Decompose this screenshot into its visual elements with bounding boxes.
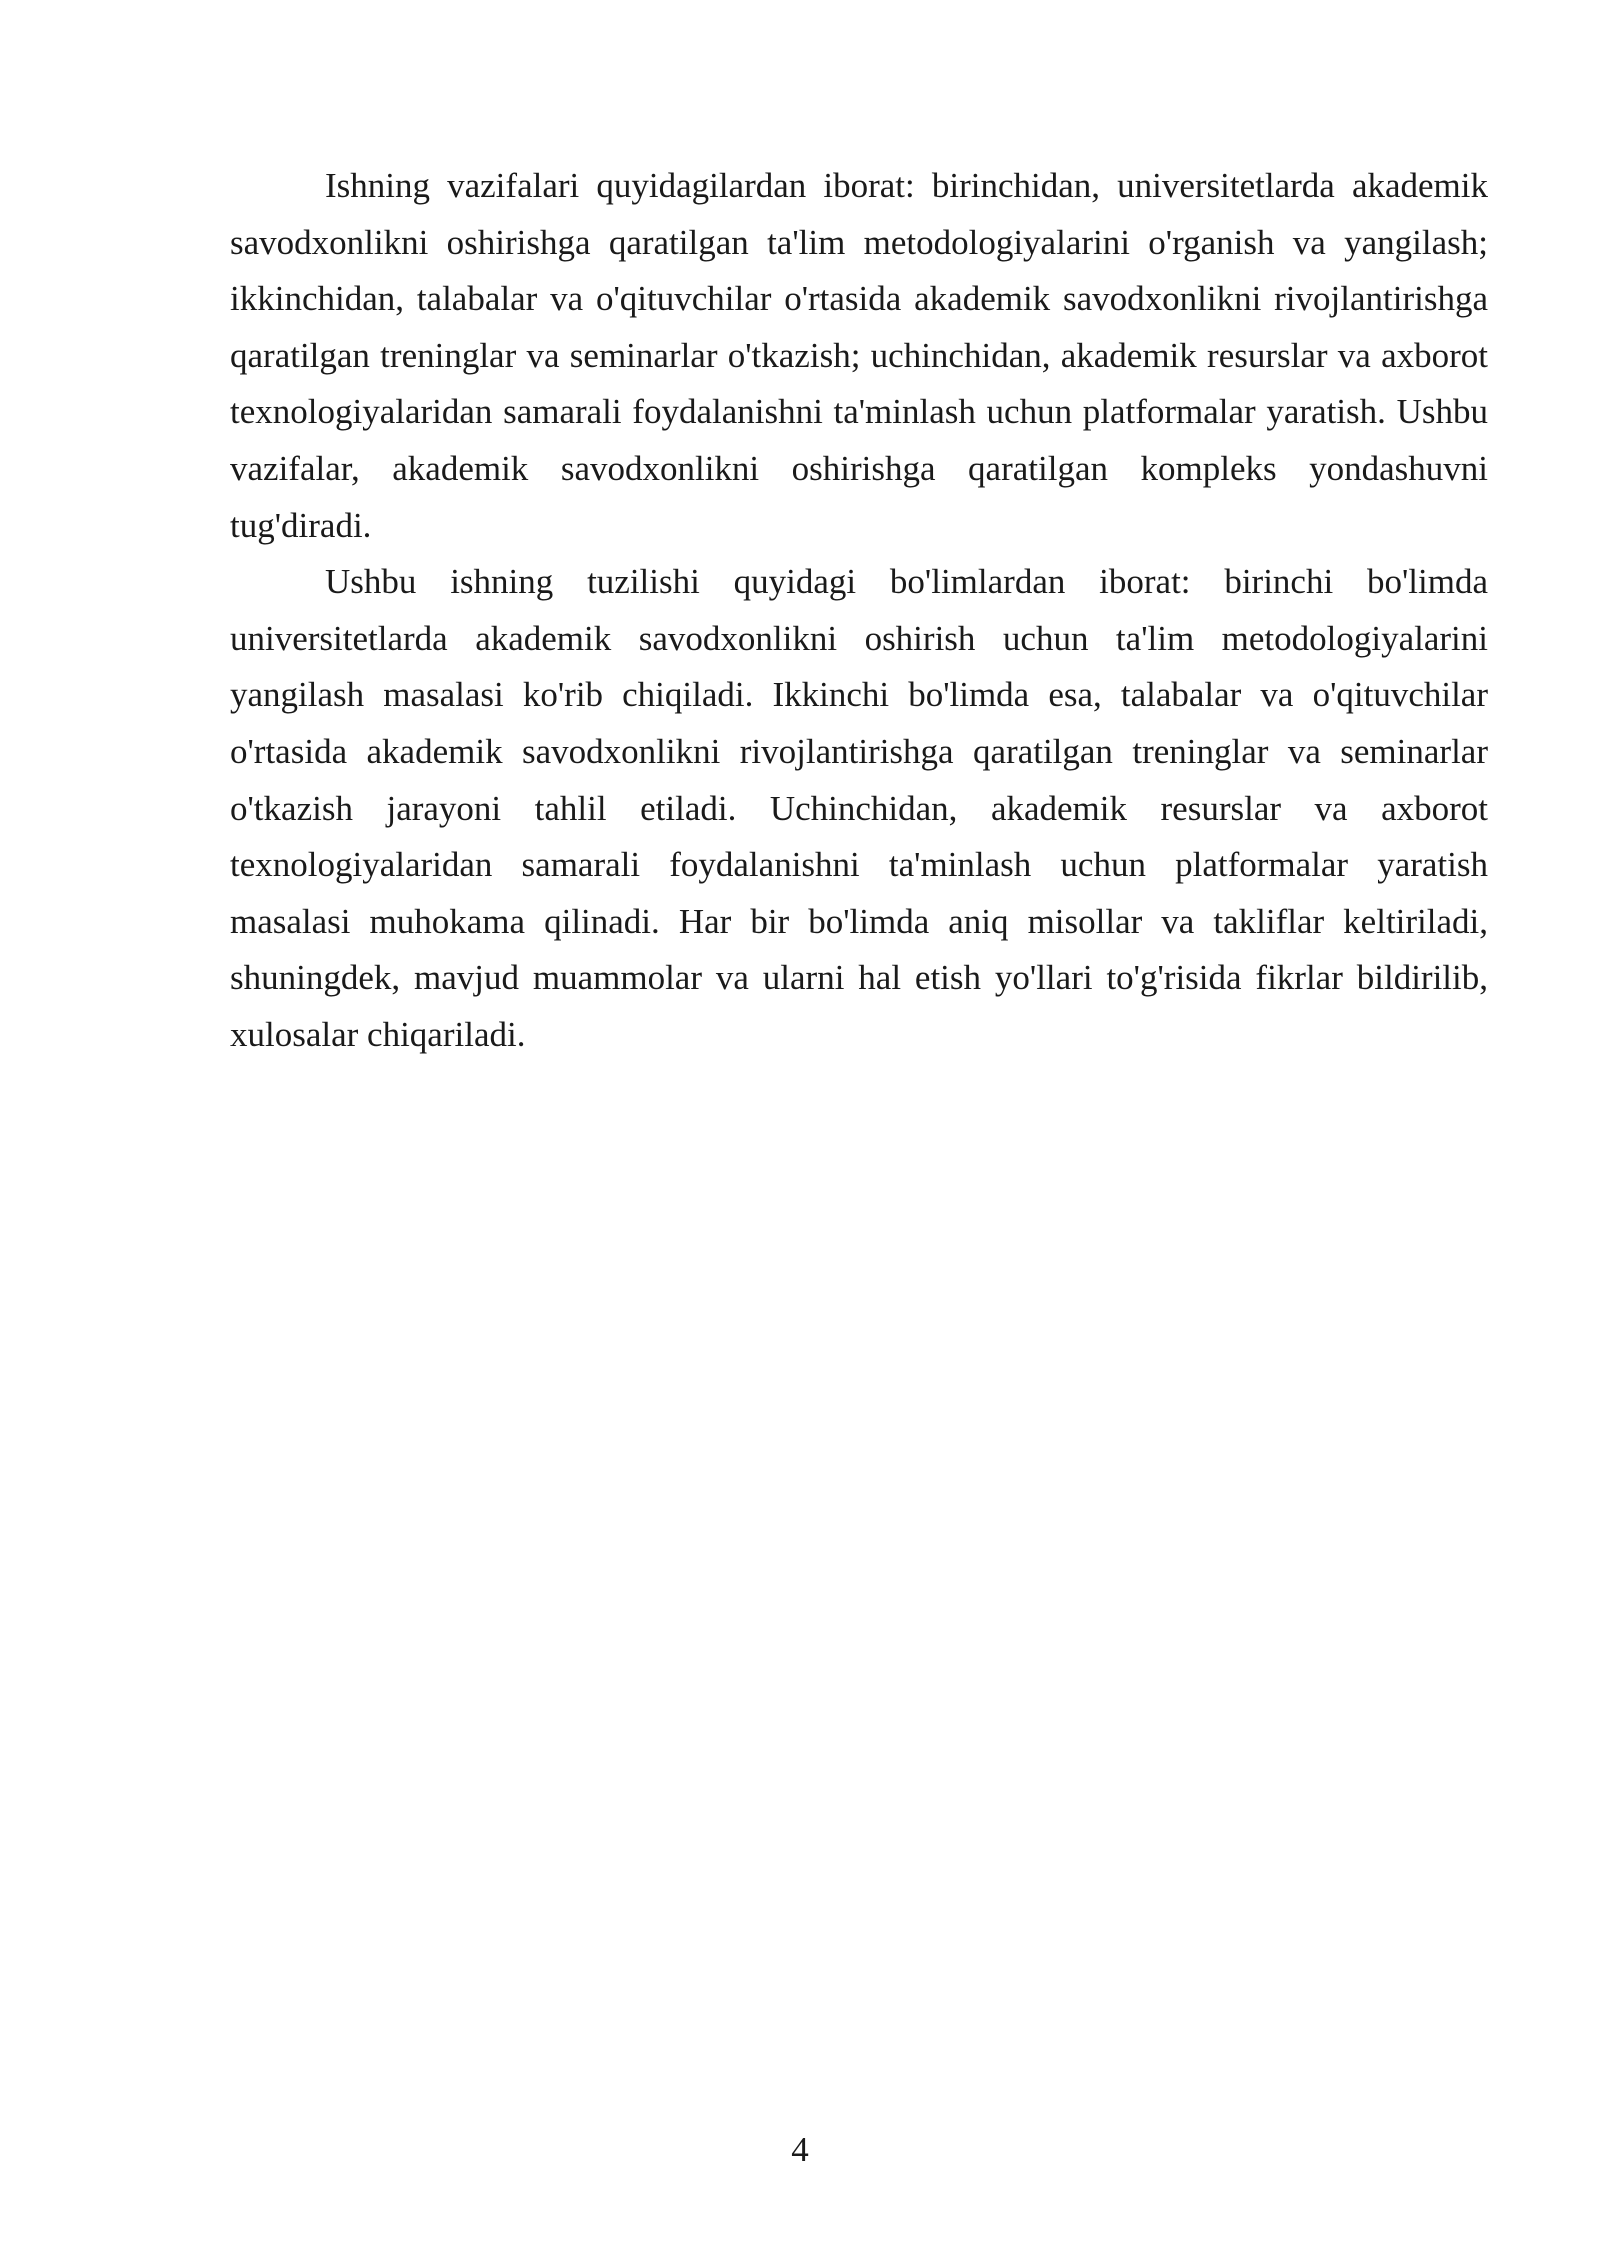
body-text [230, 158, 1488, 1064]
paragraph-structure: Ushbu ishning tuzilishi quyidagi bo'limlardan iborat: birinchi bo'limda universitetlarda akademik savodxonlikni oshirish uchun ta'lim metodologiyalarini yangilash masalasi ko'rib chiqiladi. Ikkinchi bo'limda esa, talabalar va o'qituvchilar o'rtasida akademik savodxonlikni rivojlantirishga qaratilgan treninglar va seminarlar o'tkazish jarayoni tahlil etiladi. Uchinchidan, akademik resurslar va axborot texnologiyalaridan samarali foydalanishni ta'minlash uchun platformalar yaratish masalasi muhokama qilinadi. Har bir bo'limda aniq misollar va takliflar keltiriladi, shuningdek, mavjud muammolar va ularni hal etish yo'llari to'g'risida fikrlar bildirilib, xulosalar chiqariladi. [230, 562, 1488, 1054]
page-number: 4 [791, 2130, 809, 2169]
paragraph-tasks: Ishning vazifalari quyidagilardan iborat: birinchidan, universitetlarda akademik savodxonlikni oshirishga qaratilgan ta'lim metodologiyalarini o'rganish va yangilash; ikkinchidan, talabalar va o'qituvchilar o'rtasida akademik savodxonlikni rivojlantirishga qaratilgan treninglar va seminarlar o'tkazish; uchinchidan, akademik resurslar va axborot texnologiyalaridan samarali foydalanishni ta'minlash uchun platformalar yaratish. Ushbu vazifalar, akademik savodxonlikni oshirishga qaratilgan kompleks yondashuvni tug'diradi. [230, 166, 1488, 545]
